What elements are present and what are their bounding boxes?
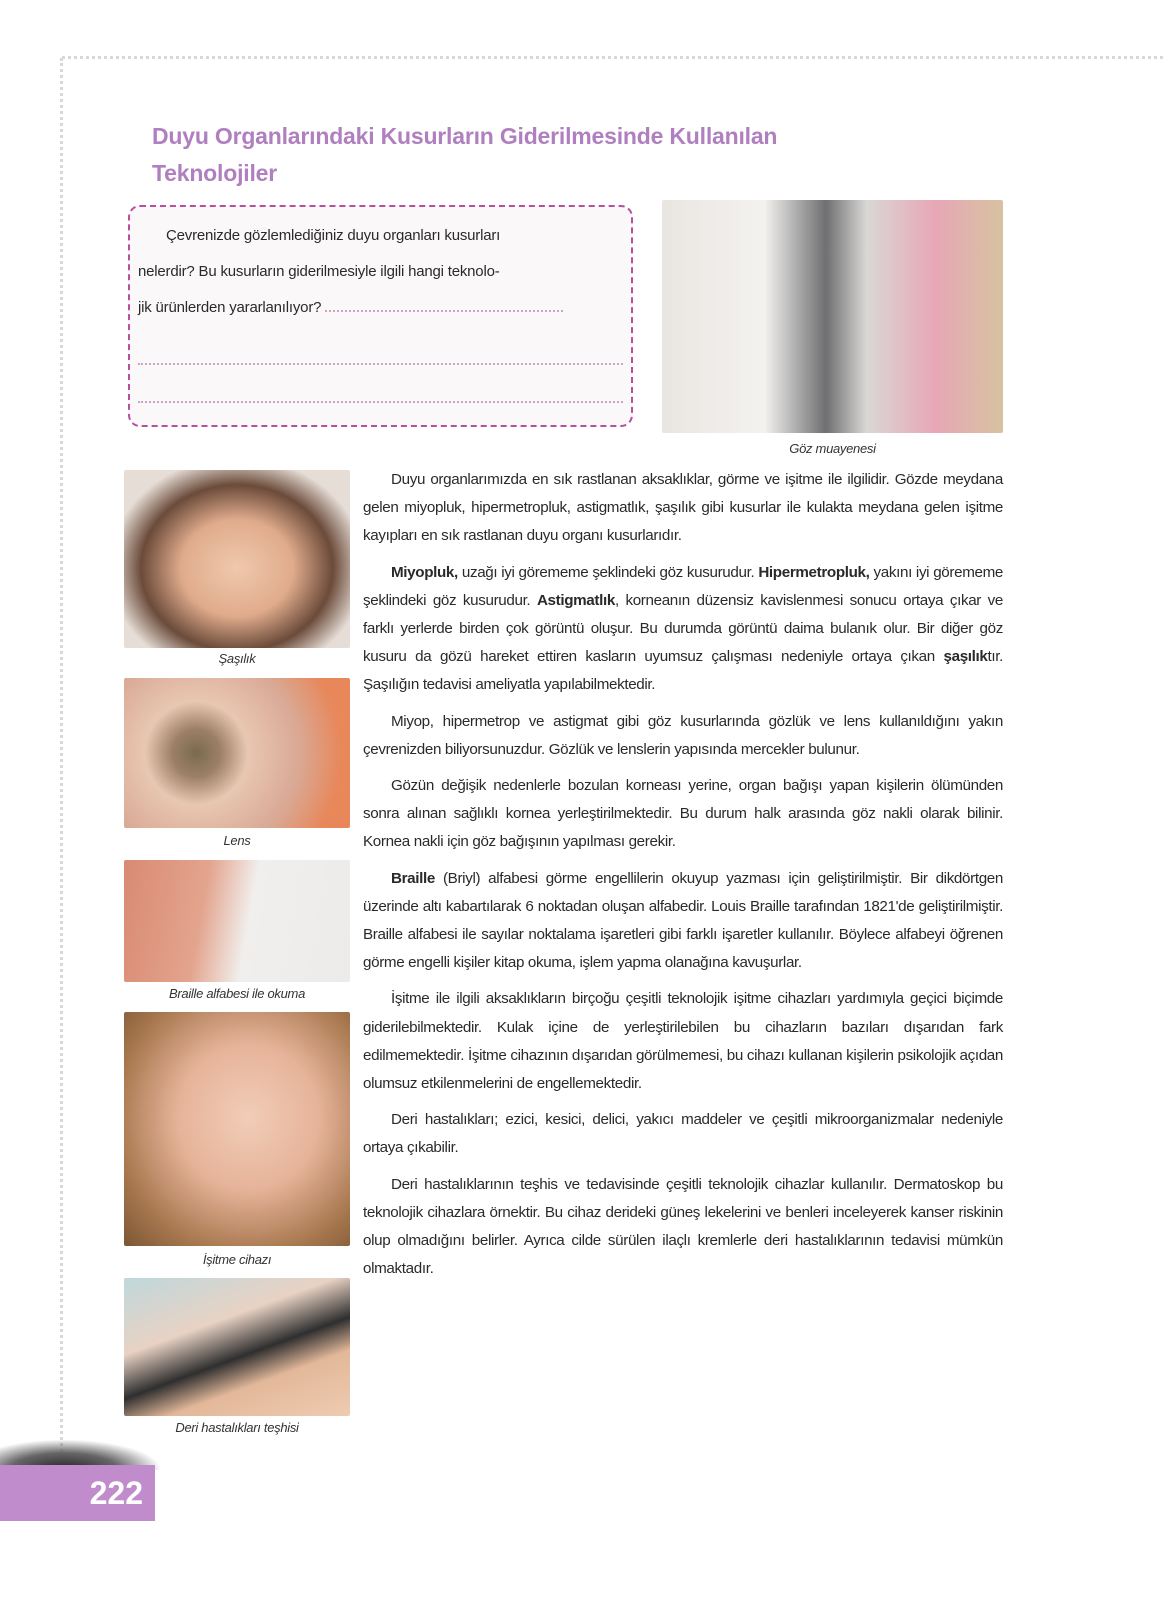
caption-lens: Lens xyxy=(223,833,251,848)
answer-line[interactable] xyxy=(325,300,563,312)
caption-hearing-aid: İşitme cihazı xyxy=(202,1252,272,1267)
question-line-2: nelerdir? Bu kusurların giderilmesiyle ilgili hangi teknolo- xyxy=(138,263,500,280)
section-title xyxy=(152,118,777,192)
caption-braille: Braille alfabesi ile okuma xyxy=(169,986,305,1001)
text-segment: tır. Şaşılığın tedavisi ameliyatla yapılabilmektedir. xyxy=(363,648,1003,694)
lens-photo xyxy=(124,678,350,828)
paragraph xyxy=(363,559,1003,700)
title-line-2: Teknolojiler xyxy=(152,160,277,186)
answer-line[interactable] xyxy=(138,327,623,365)
bold-term: Braille xyxy=(391,869,435,887)
page-number: 222 xyxy=(0,1465,155,1521)
question-line-1: Çevrenizde gözlemlediğiniz duyu organları kusurları xyxy=(166,227,501,244)
bold-term: Astigmatlık xyxy=(536,591,615,609)
eye-exam-photo xyxy=(662,200,1003,433)
paragraph xyxy=(363,708,1003,764)
caption-eye-exam: Göz muayenesi xyxy=(789,441,876,456)
body-text xyxy=(363,466,1003,1291)
question-box xyxy=(128,205,633,427)
text-segment: , korneanın düzensiz kavislenmesi sonucu ortaya çıkar ve farklı yerlerde birden çok görüntü oluşur. Bu durumda görüntü daima bulanık olur. Bir diğer göz kusuru da gözü hareket ettiren kasların uyumsuz çalışması nedeniyle ortaya çıkan xyxy=(363,591,1003,666)
text-segment: Duyu organlarımızda en sık rastlanan aksaklıklar, görme ve işitme ile ilgilidir. Gözde meydana gelen miyopluk, hipermetropluk, astigmatlık, şaşılık gibi kusurlar ile kulakta meydana gelen işitme kayıpları en sık rastlanan duyu organı kusurlarıdır. xyxy=(363,471,1003,545)
text-segment: Deri hastalıkları; ezici, kesici, delici, yakıcı maddeler ve çeşitli mikroorganizmalar nedeniyle ortaya çıkabilir. xyxy=(363,1111,1003,1157)
text-segment: Miyop, hipermetrop ve astigmat gibi göz kusurlarında gözlük ve lens kullanıldığını yakın çevrenizden biliyorsunuzdur. Gözlük ve lenslerin yapısında mercekler bulunur. xyxy=(363,712,1003,758)
text-segment: İşitme ile ilgili aksaklıkların birçoğu çeşitli teknolojik işitme cihazları yardımıyla geçici biçimde giderilebilmektedir. Kulak içine de yerleştirilebilen bu cihazların bazıları dışarıdan fark edilmemektedir. İşitme cihazının dışarıdan görülmemesi, bu cihazı kullanan kişilerin psikolojik açıdan olumsuz etkilenmelerini de engellemektedir. xyxy=(363,990,1003,1093)
paragraph xyxy=(363,466,1003,551)
paragraph xyxy=(363,1171,1003,1284)
question-line-3 xyxy=(138,289,623,327)
paragraph xyxy=(363,865,1003,978)
page-border-left xyxy=(60,58,63,1458)
bold-term: Miyopluk, xyxy=(391,563,458,581)
caption-strabismus: Şaşılık xyxy=(218,651,256,666)
answer-line[interactable] xyxy=(138,365,623,403)
bold-term: şaşılık xyxy=(943,648,988,666)
hearing-aid-photo xyxy=(124,1012,350,1246)
paragraph xyxy=(363,1106,1003,1162)
text-segment: (Briyl) alfabesi görme engellilerin okuyup yazması için geliştirilmiştir. Bir dikdörtgen üzerinde altı kabartılarak 6 noktadan oluşan alfabedir. Louis Braille tarafından 1821'de geliştirilmiştir. Braille alfabesi ile sayılar noktalama işaretleri gibi farklı işaretler kullanılır. Böylece alfabeyi öğrenen görme engelli kişiler kitap okuma, işlem yapma olanağına kavuşurlar. xyxy=(363,869,1003,972)
strabismus-photo xyxy=(124,470,350,648)
braille-photo xyxy=(124,860,350,982)
caption-skin: Deri hastalıkları teşhisi xyxy=(175,1420,299,1435)
skin-diagnosis-photo xyxy=(124,1278,350,1416)
paragraph xyxy=(363,985,1003,1098)
paragraph xyxy=(363,772,1003,857)
page-border-top xyxy=(62,56,1163,59)
text-segment: Deri hastalıklarının teşhis ve tedavisinde çeşitli teknolojik cihazlar kullanılır. Dermatoskop bu teknolojik cihazlara örnektir. Bu cihaz derideki güneş lekelerini ve benleri inceleyerek kanser riskinin olup olmadığını belirler. Ayrıca cilde sürülen ilaçlı kremlerle deri hastalıklarının tedavisi mümkün olmaktadır. xyxy=(363,1175,1003,1278)
text-segment: Gözün değişik nedenlerle bozulan korneası yerine, organ bağışı yapan kişilerin ölümünden sonra alınan sağlıklı kornea yerleştirilmektedir. Bu durum halk arasında göz nakli olarak bilinir. Kornea nakli için göz bağışının yapılması gerekir. xyxy=(363,777,1003,851)
text-segment: yakını iyi görememe şeklindeki göz kusurudur. xyxy=(363,563,1003,609)
text-segment: uzağı iyi görememe şeklindeki göz kusurudur. xyxy=(457,563,759,581)
bold-term: Hipermetropluk, xyxy=(758,563,870,581)
title-line-1: Duyu Organlarındaki Kusurların Giderilmesinde Kullanılan xyxy=(152,123,778,149)
question-text: jik ürünlerden yararlanılıyor? xyxy=(138,299,322,316)
